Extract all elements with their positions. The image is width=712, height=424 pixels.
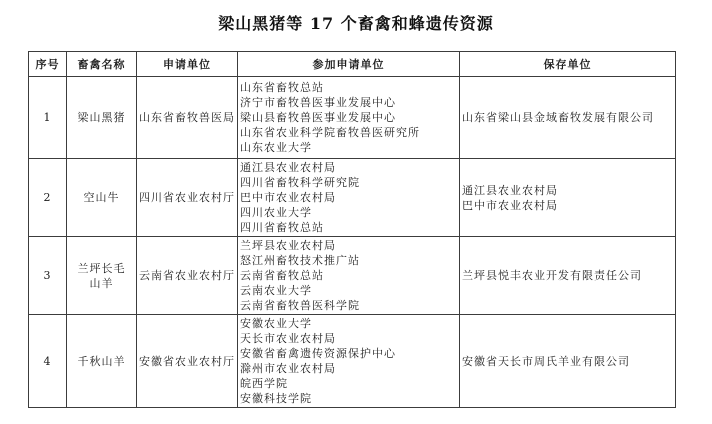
participants-cell	[238, 159, 460, 237]
participant-line: 巴中市农业农村局	[240, 191, 336, 204]
participants-cell	[238, 77, 460, 159]
breed-name-line: 千秋山羊	[77, 354, 126, 368]
participant-line: 山东省畜牧总站	[240, 81, 324, 94]
breed-name-cell	[67, 315, 137, 408]
participant-line: 云南省畜牧兽医科学院	[240, 299, 360, 312]
participant-line: 云南农业大学	[240, 284, 312, 297]
participant-line: 兰坪县农业农村局	[240, 239, 336, 252]
header-participants: 参加申请单位	[238, 52, 460, 77]
participant-line: 安徽省畜禽遗传资源保护中心	[240, 347, 396, 360]
preservers-cell	[460, 237, 676, 315]
breed-name-line: 空山牛	[83, 191, 120, 204]
table-row	[29, 315, 676, 408]
participant-line: 四川省畜牧总站	[240, 221, 324, 234]
breed-name-line: 山羊	[89, 276, 114, 290]
participant-line: 安徽科技学院	[240, 392, 312, 405]
table-row	[29, 159, 676, 237]
participant-line: 通江县农业农村局	[240, 161, 336, 174]
breed-name-line: 兰坪长毛	[77, 261, 126, 275]
participant-line: 云南省畜牧总站	[240, 269, 324, 282]
preservers-cell	[460, 77, 676, 159]
preserver-line: 安徽省天长市周氏羊业有限公司	[462, 354, 630, 368]
applicant-cell	[137, 77, 238, 159]
participant-line: 梁山县畜牧兽医事业发展中心	[240, 111, 396, 124]
participant-line: 山东省农业科学院畜牧兽医研究所	[240, 126, 420, 139]
breed-name-line: 梁山黑猪	[77, 111, 126, 124]
applicant-name: 四川省农业农村厅	[139, 191, 235, 204]
header-breed-name: 畜禽名称	[67, 52, 137, 77]
participant-line: 山东农业大学	[240, 141, 312, 154]
preservers-cell	[460, 315, 676, 408]
resources-table	[28, 51, 676, 408]
preserver-line: 巴中市农业农村局	[462, 198, 558, 212]
preservers-cell	[460, 159, 676, 237]
applicant-name: 云南省农业农村厅	[139, 269, 235, 282]
table-row	[29, 77, 676, 159]
applicant-name: 山东省畜牧兽医局	[139, 111, 235, 124]
preserver-line: 山东省梁山县金域畜牧发展有限公司	[462, 111, 654, 124]
participant-line: 皖西学院	[240, 377, 288, 390]
participant-line: 济宁市畜牧兽医事业发展中心	[240, 96, 396, 109]
applicant-name: 安徽省农业农村厅	[139, 354, 235, 368]
preserver-line: 通江县农业农村局	[462, 183, 558, 197]
page-title: 梁山黑猪等 17 个畜禽和蜂遗传资源	[218, 14, 494, 33]
breed-name-cell	[67, 237, 137, 315]
row-index-cell: 4	[29, 315, 67, 408]
header-preserver: 保存单位	[460, 52, 676, 77]
participant-line: 滁州市农业农村局	[240, 362, 336, 375]
breed-name-cell	[67, 159, 137, 237]
header-index: 序号	[29, 52, 67, 77]
participant-line: 安徽农业大学	[240, 317, 312, 330]
table-row	[29, 237, 676, 315]
participants-cell	[238, 237, 460, 315]
table-header-row	[29, 52, 676, 77]
applicant-cell	[137, 237, 238, 315]
breed-name-cell	[67, 77, 137, 159]
row-index-cell: 2	[29, 159, 67, 237]
row-index-cell: 1	[29, 77, 67, 159]
applicant-cell	[137, 315, 238, 408]
header-applicant: 申请单位	[137, 52, 238, 77]
participant-line: 四川农业大学	[240, 206, 312, 219]
participant-line: 怒江州畜牧技术推广站	[240, 254, 360, 267]
applicant-cell	[137, 159, 238, 237]
preserver-line: 兰坪县悦丰农业开发有限责任公司	[462, 269, 642, 282]
participants-cell	[238, 315, 460, 408]
participant-line: 四川省畜牧科学研究院	[240, 176, 360, 189]
participant-line: 天长市农业农村局	[240, 332, 336, 345]
table-body	[29, 77, 676, 408]
row-index-cell: 3	[29, 237, 67, 315]
